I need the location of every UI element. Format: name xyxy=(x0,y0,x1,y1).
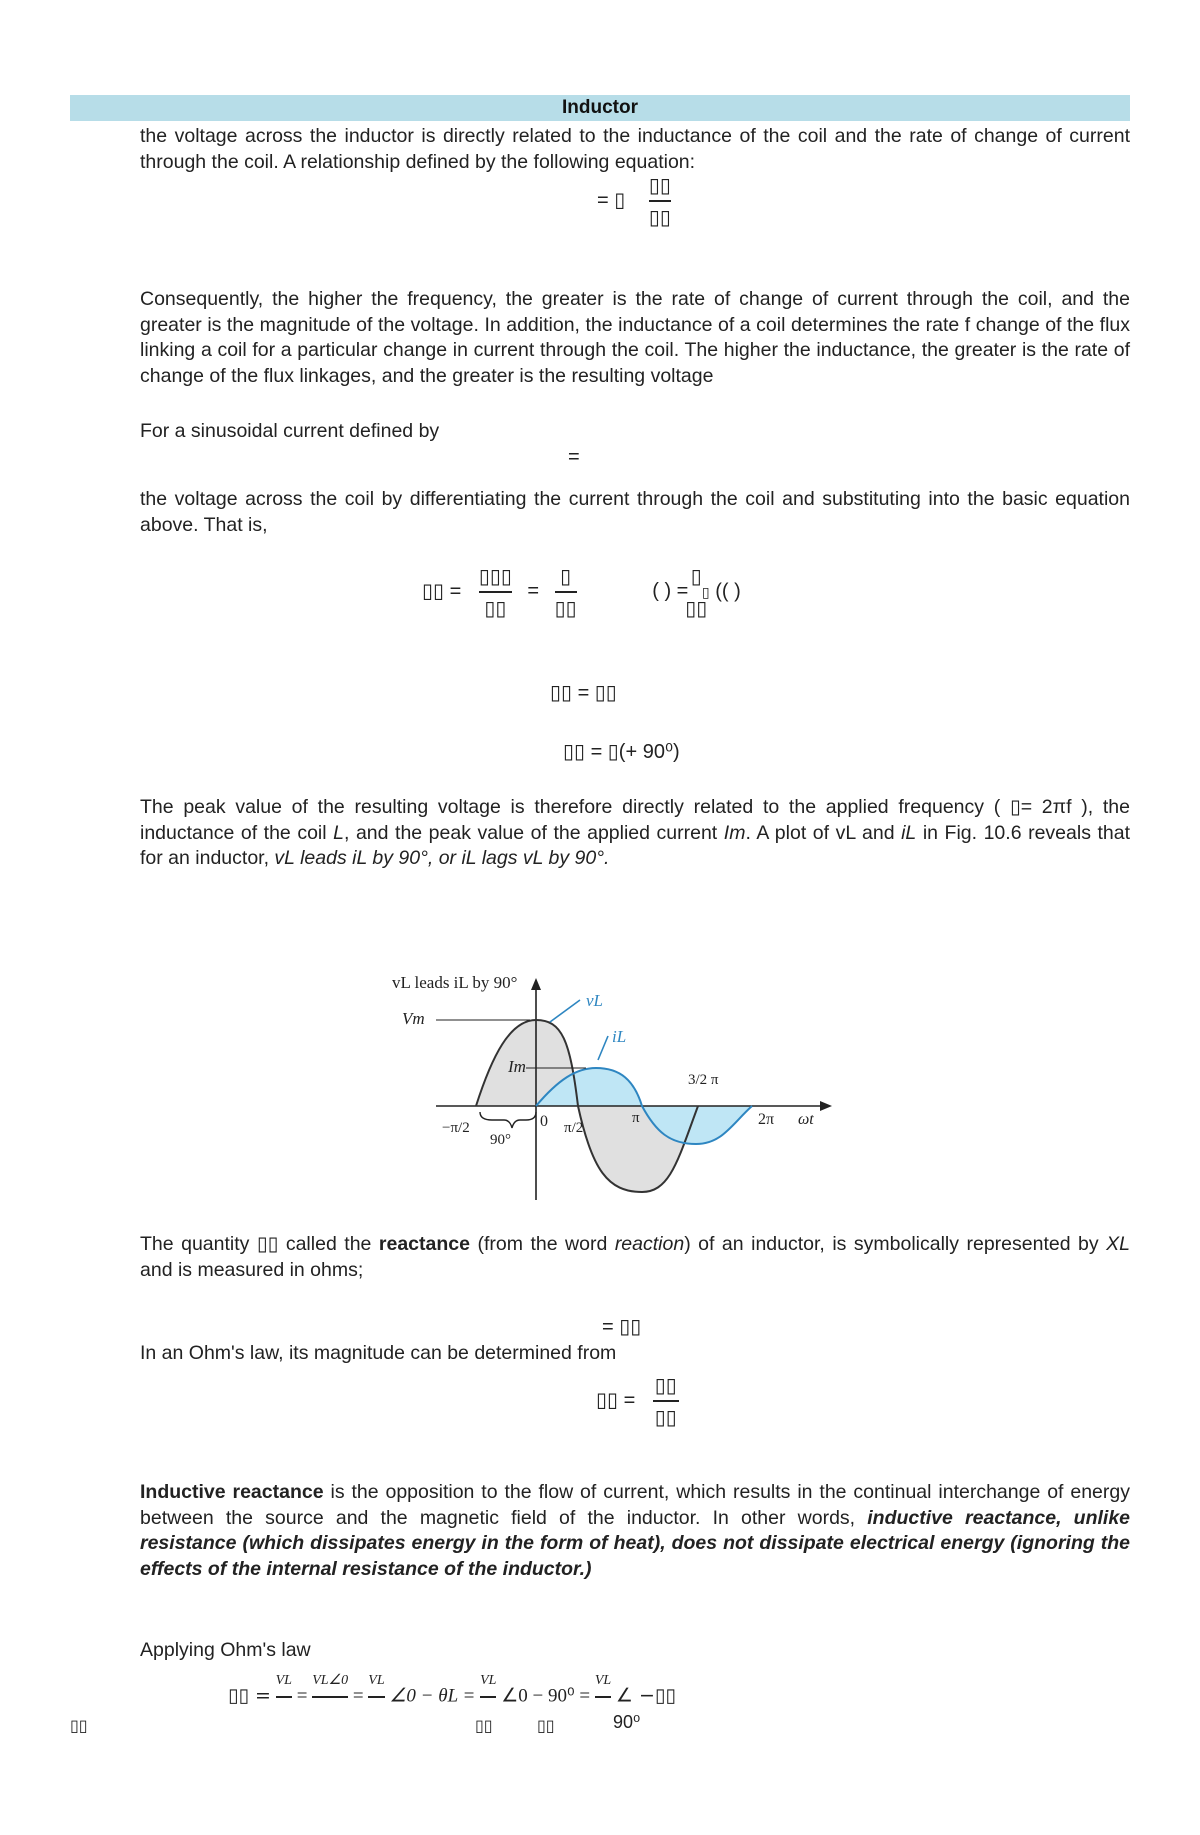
p6-b: reactance xyxy=(378,1233,470,1255)
p5-b: , and the peak value of the applied current xyxy=(343,821,724,844)
eq1-numerator: ▯▯ xyxy=(648,173,671,197)
eq8-t2: VL∠0 xyxy=(312,1673,349,1688)
eq8-denominator-1: ▯▯ xyxy=(70,1716,88,1735)
paragraph-sinusoidal: For a sinusoidal current defined by xyxy=(140,420,440,442)
p8-b: is the opposition to the flow of current, which results in the continual interchange of energy between the source and the magnetic field of the inductor. In other words, xyxy=(140,1481,1130,1529)
equation-derivative xyxy=(422,563,741,621)
eq7-numerator: ▯▯ xyxy=(654,1373,677,1397)
eq3-f1-numerator: ▯▯▯ xyxy=(478,564,512,588)
tick-pi: π xyxy=(632,1110,640,1126)
paragraph-inductive-reactance xyxy=(140,1480,1130,1582)
eq8-t1: VL xyxy=(275,1673,292,1688)
eq3-f3-numerator: ▯ xyxy=(690,564,702,588)
paragraph-applying: Applying Ohm's law xyxy=(140,1639,311,1661)
p6-c: (from the word xyxy=(469,1233,615,1255)
tick-half-pi: π/2 xyxy=(564,1120,584,1136)
eq8-t3b: ∠0 − θL = xyxy=(389,1685,476,1707)
equation-phase: ▯▯ = ▯(+ 90⁰) xyxy=(563,741,680,763)
p5-L: L xyxy=(333,821,344,844)
eq3-f2-denominator: ▯▯ xyxy=(554,596,577,620)
label-vm: Vm xyxy=(402,1009,425,1028)
tick-two-pi: 2π xyxy=(758,1111,775,1128)
label-vl: vL xyxy=(586,991,603,1010)
axis-label-wt: ωt xyxy=(798,1111,814,1128)
p8-c: inductive reactance, unlike resistance (which dissipates energy in the form of heat), does not dissipate electrical energy (ignoring the effects of the internal resistance of the inductor.) xyxy=(140,1506,1131,1580)
eq3-f2-numerator: ▯ xyxy=(560,564,572,588)
tick-zero: 0 xyxy=(540,1113,548,1130)
eq3-equals: = xyxy=(527,580,540,603)
label-90deg: 90° xyxy=(490,1132,511,1148)
p5-d: in Fig. 10.6 reveals that for an inductor, xyxy=(140,821,1131,870)
p5-iL: iL xyxy=(901,821,917,844)
eq3-lhs: ▯▯ = xyxy=(422,580,462,603)
eq3-mid: ( ) = xyxy=(652,580,689,603)
p6-f: XL xyxy=(1106,1233,1131,1255)
y-axis-arrow xyxy=(531,978,541,990)
p6-a: The quantity ▯▯ called the xyxy=(140,1233,379,1255)
eq8-lhs: ▯▯ = xyxy=(228,1684,271,1707)
eq8-denominator-2: ▯▯ xyxy=(475,1716,493,1735)
p5-Im: Im xyxy=(723,821,746,844)
eq8-t4: VL xyxy=(480,1673,497,1688)
paragraph-reactance xyxy=(140,1232,1130,1283)
paragraph-differentiation: the voltage across the coil by differentiating the current through the coil and substituting into the basic equation above. That is, xyxy=(140,488,1130,536)
eq7-denominator: ▯▯ xyxy=(654,1405,677,1429)
p5-e: vL leads iL by 90°, or iL lags vL by 90°. xyxy=(274,847,610,870)
eq8-t3: VL xyxy=(368,1673,385,1688)
eq1-denominator: ▯▯ xyxy=(648,205,671,229)
paragraph-intro: the voltage across the inductor is directly related to the inductance of the coil and the rate of change of current through the coil. A relationship defined by the following equation: xyxy=(140,125,1130,173)
tick-three-half-pi: 3/2 π xyxy=(688,1072,719,1088)
waveform-figure xyxy=(380,960,840,1210)
section-header: Inductor xyxy=(70,95,1130,121)
eq3-small: ▯ xyxy=(701,584,710,601)
eq7-lhs: ▯▯ = xyxy=(596,1389,636,1412)
tick-neg-half-pi: −π/2 xyxy=(442,1120,470,1136)
figure-title: vL leads iL by 90° xyxy=(392,973,518,992)
eq8-t5b: ∠ −▯▯ xyxy=(615,1684,676,1707)
il-pointer xyxy=(598,1036,608,1060)
p5-c: . A plot of vL and xyxy=(745,821,902,844)
ninety-brace xyxy=(480,1112,536,1128)
p6-g: and is measured in ohms; xyxy=(140,1258,364,1281)
eq1-lhs: = ▯ xyxy=(597,189,626,212)
equation-voltage-definition xyxy=(597,172,671,230)
label-il: iL xyxy=(612,1027,627,1046)
p8-a: Inductive reactance xyxy=(140,1481,324,1503)
equation-ohms-magnitude xyxy=(596,1372,679,1430)
eq8-denominator-3: ▯▯ xyxy=(537,1716,555,1735)
equation-phasor: ▯▯ = VL = VL∠0 = VL ∠0 − θL = VL ∠0 − 90⁰ = VL ∠ −▯▯ xyxy=(228,1668,676,1726)
p6-d: reaction xyxy=(614,1233,685,1255)
paragraph-ohms-law: In an Ohm's law, its magnitude can be determined from xyxy=(140,1342,617,1364)
eq8-t4b: ∠0 − 90⁰ = xyxy=(501,1685,591,1707)
eq3-f3-denominator: ▯▯ xyxy=(685,596,708,620)
equation-xl: = ▯▯ xyxy=(602,1316,642,1338)
eq8-denominator-4: 90⁰ xyxy=(613,1712,641,1732)
eq8-t5: VL xyxy=(594,1673,612,1688)
eq3-f1-denominator: ▯▯ xyxy=(484,596,507,620)
equation-current: = xyxy=(568,446,580,468)
equation-peak: ▯▯ = ▯▯ xyxy=(550,682,617,704)
vl-pointer xyxy=(550,1000,580,1022)
label-im: Im xyxy=(508,1057,526,1076)
paragraph-frequency: Consequently, the higher the frequency, the greater is the rate of change of current through the coil, and the greater is the magnitude of the voltage. In addition, the inductance of a coil determines the rate f change of the flux linking a coil for a particular change in current through the coil. The higher the inductance, the greater is the rate of change of the flux linkages, and the greater is the resulting voltage xyxy=(140,288,1130,387)
p6-e: ) of an inductor, is symbolically represented by xyxy=(684,1233,1107,1255)
x-axis-arrow xyxy=(820,1101,832,1111)
paragraph-peak-value xyxy=(140,795,1130,872)
eq3-tail: (( ) xyxy=(715,580,741,603)
p5-a: The peak value of the resulting voltage is therefore directly related to the applied frequency ( ▯= 2πf ), the inductance of the coil xyxy=(140,796,1130,844)
